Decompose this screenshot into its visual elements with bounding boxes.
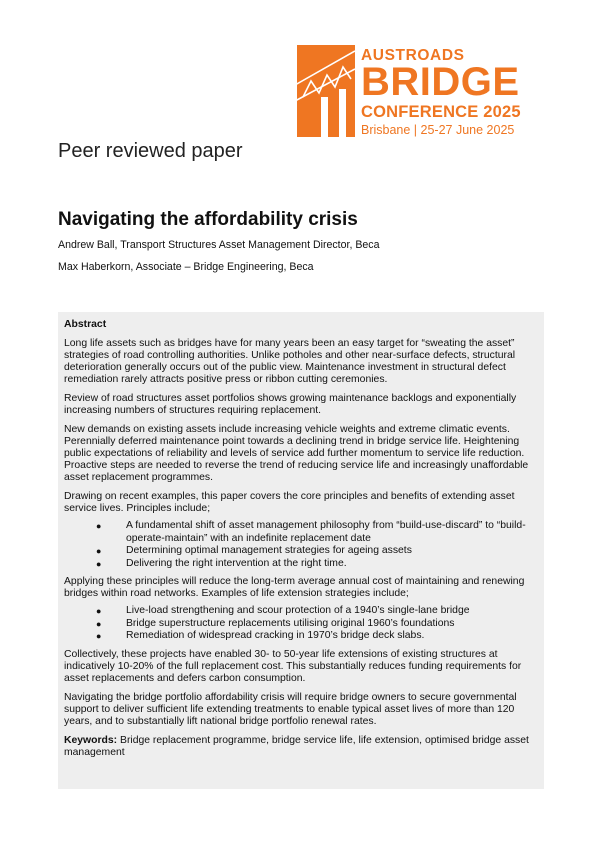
list-item: ● Live-load strengthening and scour protection of a 1940’s single-lane bridge: [96, 605, 470, 616]
logo-location-date: Brisbane | 25-27 June 2025: [361, 123, 515, 137]
paper-title: Navigating the affordability crisis: [58, 209, 358, 230]
abstract-paragraph-1: Long life assets such as bridges have for many years been an easy target for “sweating the asset” strategies of road controlling authorities. Unlike potholes and other near-surface defects, structural deterioration generally occurs out of the public view. Maintenance investment in structural defect remediation rarely attracts positive press or ribbon cutting ceremonies.: [64, 338, 516, 385]
paper-type: Peer reviewed paper: [58, 140, 243, 162]
logo-conference-year: CONFERENCE 2025: [361, 103, 521, 121]
abstract-heading: Abstract: [64, 319, 107, 330]
conference-logo-mark: [297, 45, 355, 137]
list-item: ● Delivering the right intervention at the right time.: [96, 557, 347, 569]
author-2: Max Haberkorn, Associate – Bridge Engineering, Beca: [58, 261, 314, 273]
bullet-icon: ●: [96, 558, 102, 569]
bullet-icon: ●: [96, 546, 102, 556]
abstract-paragraph-2: Review of road structures asset portfolios shows growing maintenance backlogs and exponentially increasing numbers of structures requiring replacement.: [64, 393, 517, 416]
list-item: ● A fundamental shift of asset management philosophy from “build-use-discard” to “build-operate-maintain” with an indefinite replacement date: [96, 520, 526, 544]
abstract-paragraph-4: Drawing on recent examples, this paper covers the core principles and benefits of extending asset service lives. Principles include;: [64, 491, 515, 514]
logo-bridge: BRIDGE: [361, 60, 520, 104]
keywords-label: Keywords:: [64, 734, 118, 746]
bridge-icon: [297, 45, 355, 137]
bullet-icon: ●: [96, 631, 102, 641]
keywords-text: Bridge replacement programme, bridge service life, life extension, optimised bridge asset management: [64, 734, 529, 758]
keywords: [64, 735, 538, 759]
bullet-icon: ●: [96, 618, 102, 629]
strategies-list: [64, 605, 538, 643]
abstract-paragraph-3: New demands on existing assets include increasing vehicle weights and extreme climatic events. Perennially deferred maintenance point towards a declining trend in bridge service life. Heightening public expectations of reliability and levels of service add further momentum to service life reduction. Proactive steps are needed to reverse the trend of reducing service life and increasingly unaffordable asset replacement programmes.: [64, 424, 529, 483]
logo-austroads: AUSTROADS: [361, 47, 465, 64]
list-item: ● Determining optimal management strategies for ageing assets: [96, 545, 412, 556]
abstract-paragraph-7: Navigating the bridge portfolio affordability crisis will require bridge owners to secure governmental support to deliver sufficient life extending treatments to enable typical asset lives of more than 120 years, and to substantially lift national bridge portfolio renewal rates.: [64, 691, 517, 727]
principles-list: [64, 520, 538, 570]
author-1: Andrew Ball, Transport Structures Asset Management Director, Beca: [58, 239, 380, 251]
list-item: ● Bridge superstructure replacements utilising original 1960’s foundations: [96, 617, 455, 629]
bullet-icon: ●: [96, 521, 102, 531]
list-item: ● Remediation of widespread cracking in 1970’s bridge deck slabs.: [96, 630, 425, 641]
abstract-paragraph-5: Applying these principles will reduce the long-term average annual cost of maintaining and renewing bridges within road networks. Examples of life extension strategies include;: [64, 576, 525, 599]
bullet-icon: ●: [96, 606, 102, 616]
abstract-box: [58, 312, 544, 789]
abstract-paragraph-6: Collectively, these projects have enabled 30- to 50-year life extensions of existing structures at indicatively 10-20% of the full replacement cost. This substantially reduces funding requirements for asset replacements and defers carbon consumption.: [64, 648, 522, 684]
